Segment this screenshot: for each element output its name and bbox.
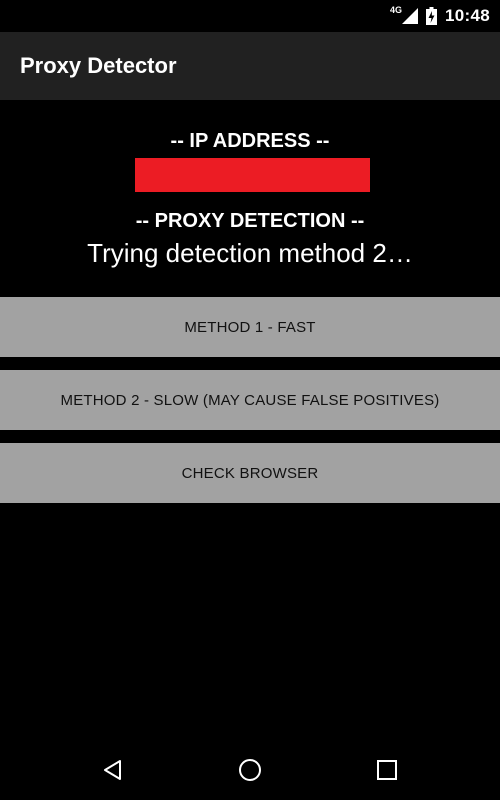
app-title: Proxy Detector bbox=[20, 53, 177, 78]
recent-apps-icon[interactable] bbox=[369, 752, 405, 788]
ip-address-heading: -- IP ADDRESS -- bbox=[170, 130, 330, 152]
ip-address-redacted bbox=[135, 158, 370, 192]
proxy-detection-heading: -- PROXY DETECTION -- bbox=[135, 210, 365, 232]
network-type-label: 4G bbox=[390, 5, 403, 15]
signal-icon bbox=[402, 8, 418, 24]
method-1-button[interactable]: METHOD 1 - FAST bbox=[0, 297, 500, 357]
method-2-button[interactable]: METHOD 2 - SLOW (MAY CAUSE FALSE POSITIVES) bbox=[0, 370, 500, 430]
battery-icon bbox=[426, 7, 437, 25]
clock: 10:48 bbox=[445, 6, 490, 25]
check-browser-button[interactable]: CHECK BROWSER bbox=[0, 443, 500, 503]
back-icon[interactable] bbox=[95, 752, 131, 788]
status-bar bbox=[0, 0, 500, 32]
detection-status-text: Trying detection method 2… bbox=[87, 238, 413, 268]
status-icons bbox=[390, 0, 490, 32]
navigation-bar bbox=[0, 740, 500, 800]
home-icon[interactable] bbox=[232, 752, 268, 788]
app-bar bbox=[0, 32, 500, 100]
